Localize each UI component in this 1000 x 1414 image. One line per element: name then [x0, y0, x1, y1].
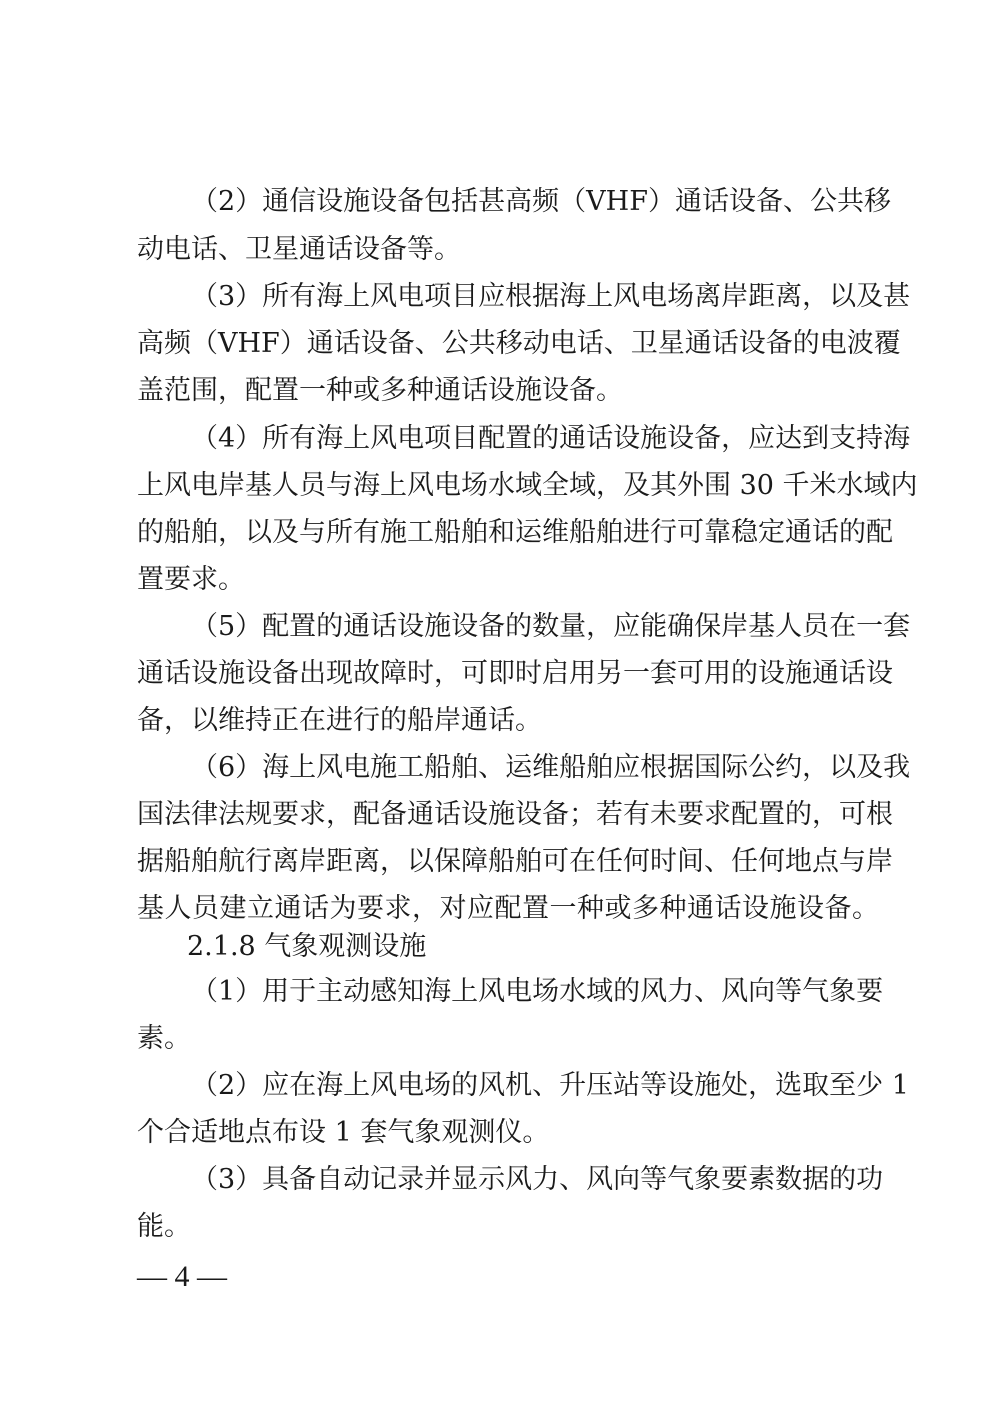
- paragraph-line: 高频（VHF）通话设备、公共移动电话、卫星通话设备的电波覆: [137, 328, 901, 359]
- paragraph-line: 上风电岸基人员与海上风电场水域全域，及其外围 30 千米水域内: [137, 470, 918, 501]
- paragraph-line: （6）海上风电施工船舶、运维船舶应根据国际公约，以及我: [191, 752, 911, 783]
- paragraph-line: （4）所有海上风电项目配置的通话设施设备，应达到支持海: [191, 423, 911, 454]
- paragraph-line: 据船舶航行离岸距离，以保障船舶可在任何时间、任何地点与岸: [137, 846, 893, 877]
- paragraph-line: 能。: [137, 1211, 191, 1242]
- paragraph-line: 的船舶，以及与所有施工船舶和运维船舶进行可靠稳定通话的配: [137, 517, 893, 548]
- paragraph-line: 备，以维持正在进行的船岸通话。: [137, 705, 542, 736]
- paragraph-line: 置要求。: [137, 564, 245, 595]
- paragraph-line: 通话设施设备出现故障时，可即时启用另一套可用的设施通话设: [137, 658, 893, 689]
- paragraph-line: （2）应在海上风电场的风机、升压站等设施处，选取至少 1: [191, 1070, 909, 1101]
- paragraph-line: 素。: [137, 1023, 191, 1054]
- paragraph-line: （5）配置的通话设施设备的数量，应能确保岸基人员在一套: [191, 611, 911, 642]
- section-heading: 2.1.8 气象观测设施: [187, 931, 427, 962]
- paragraph-line: （2）通信设施设备包括甚高频（VHF）通话设备、公共移: [191, 186, 891, 217]
- paragraph-line: （1）用于主动感知海上风电场水域的风力、风向等气象要: [191, 976, 884, 1007]
- paragraph-line: （3）具备自动记录并显示风力、风向等气象要素数据的功: [191, 1164, 884, 1195]
- paragraph-line: 动电话、卫星通话设备等。: [137, 234, 461, 265]
- page-number: — 4 —: [137, 1260, 227, 1293]
- paragraph-line: 个合适地点布设 1 套气象观测仪。: [137, 1117, 550, 1148]
- paragraph-line: 国法律法规要求，配备通话设施设备；若有未要求配置的，可根: [137, 799, 893, 830]
- paragraph-line: 盖范围，配置一种或多种通话设施设备。: [137, 375, 623, 406]
- paragraph-line: 基人员建立通话为要求，对应配置一种或多种通话设施设备。: [137, 893, 879, 924]
- paragraph-line: （3）所有海上风电项目应根据海上风电场离岸距离，以及甚: [191, 281, 911, 312]
